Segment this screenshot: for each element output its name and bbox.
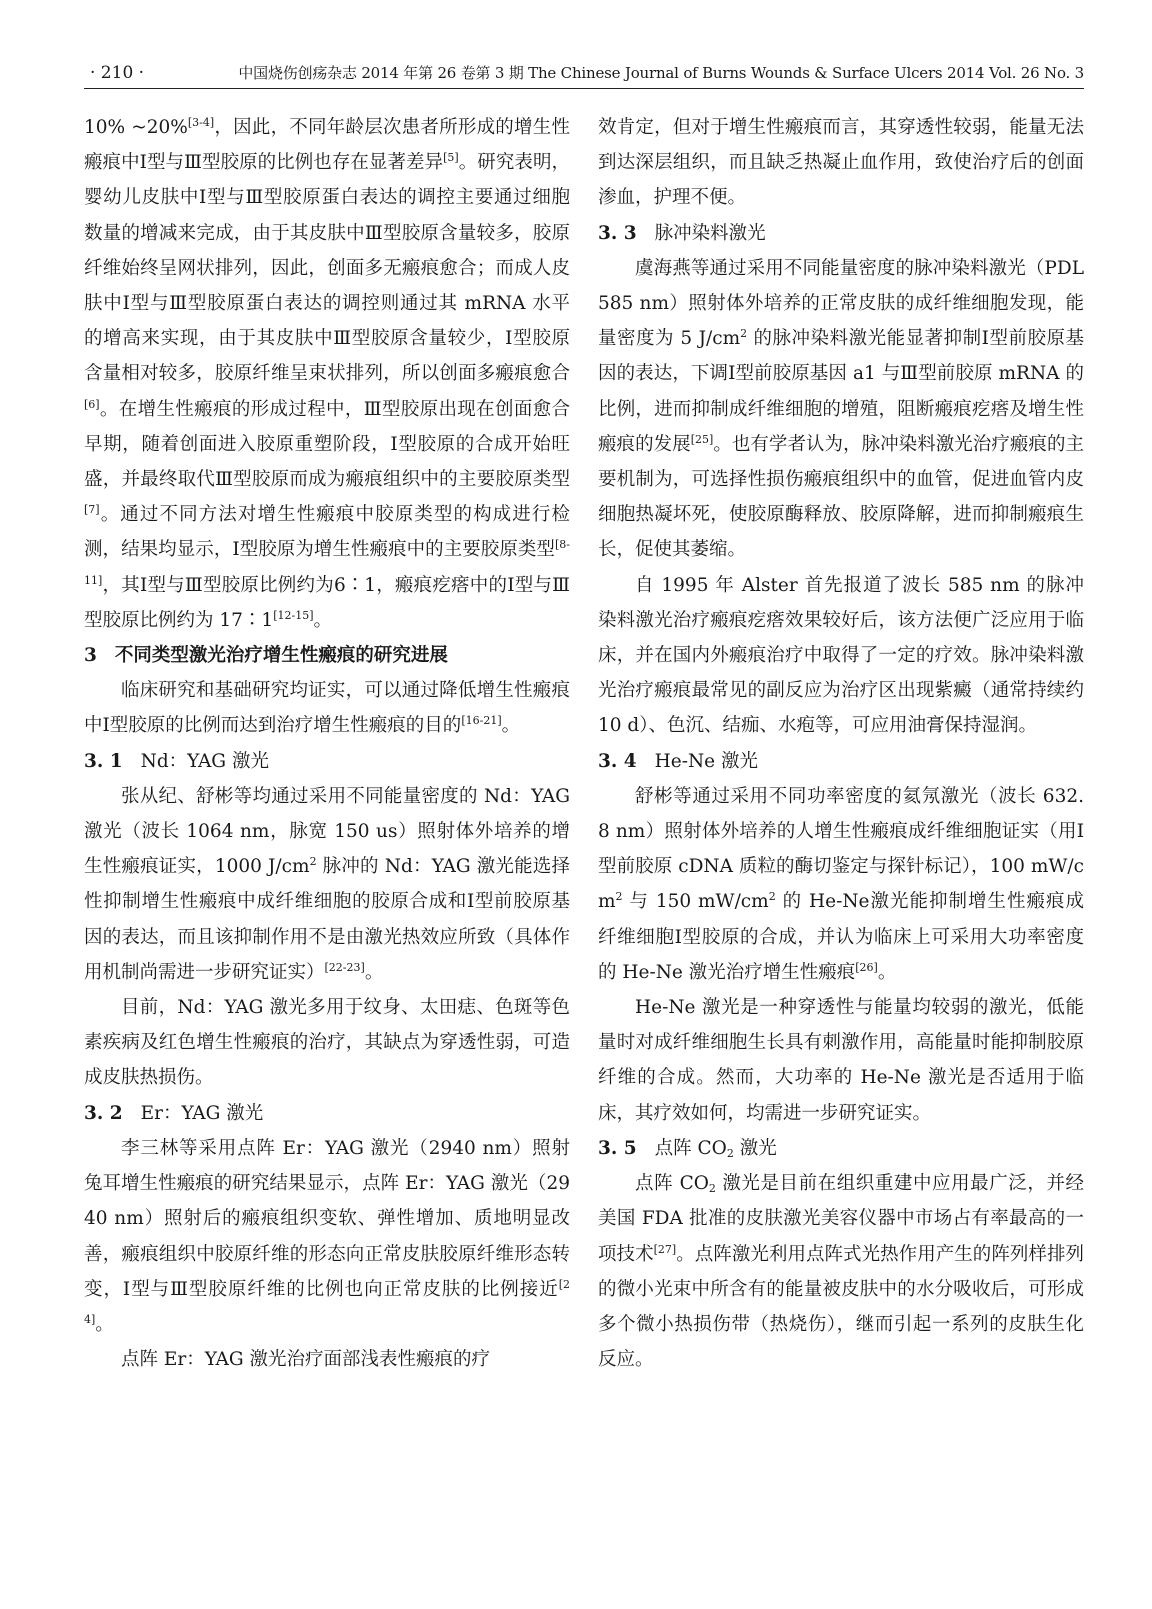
left-column (84, 110, 570, 1377)
citation[interactable]: [5] (443, 151, 459, 165)
paragraph: 李三林等采用点阵 Er：YAG 激光（2940 nm）照射兔耳增生性瘢痕的研究结果显示，点阵 Er：YAG 激光（2940 nm）照射后的瘢痕组织变软、弹性增加、质地明显改善，瘢痕组织中胶原纤维的形态向正常皮肤胶原纤维形态转变，Ⅰ型与Ⅲ型胶原纤维的比例也向正常皮肤的比例接近[24]。 (84, 1137, 570, 1335)
page-number: · 210 · (90, 63, 145, 83)
subsection-heading: 3. 3 脉冲染料激光 (598, 222, 766, 244)
paragraph: 自 1995 年 Alster 首先报道了波长 585 nm 的脉冲染料激光治疗瘢痕疙瘩效果较好后，该方法便广泛应用于临床，并在国内外瘢痕治疗中取得了一定的疗效。脉冲染料激光治疗瘢痕最常见的副反应为治疗区出现紫癜（通常持续约 10 d）、色沉、结痂、水疱等，可应用油膏保持湿润。 (598, 574, 1084, 737)
paragraph: 点阵 Er：YAG 激光治疗面部浅表性瘢痕的疗 (121, 1349, 491, 1371)
subsection-heading: 3. 2 Er：YAG 激光 (84, 1102, 264, 1124)
paragraph: 效肯定，但对于增生性瘢痕而言，其穿透性较弱，能量无法到达深层组织，而且缺乏热凝止血作用，致使治疗后的创面渗血，护理不便。 (598, 117, 1084, 209)
paragraph: 目前，Nd：YAG 激光多用于纹身、太田痣、色斑等色素疾病及红色增生性瘢痕的治疗，其缺点为穿透性弱，可造成皮肤热损伤。 (84, 997, 570, 1089)
right-column (598, 110, 1084, 1377)
citation[interactable]: [6] (84, 397, 100, 411)
citation[interactable]: [3-4] (187, 116, 215, 129)
subsection-heading: 3. 1 Nd：YAG 激光 (84, 750, 269, 772)
citation[interactable]: [25] (690, 432, 714, 446)
citation[interactable]: [26] (855, 960, 878, 974)
citation[interactable]: [12-15] (273, 608, 314, 622)
paragraph: 点阵 $CO_2$ 激光是目前在组织重建中应用最广泛，并经美国 FDA 批准的皮肤激光美容仪器中市场占有率最高的一项技术[27]。点阵激光利用点阵式光热作用产生的阵列样排列的微小光束中所含有的能量被皮肤中的水分吸收后，可形成多个微小热损伤带（热烧伤），继而引起一系列的皮肤生化反应。 (598, 1173, 1085, 1371)
citation[interactable]: [24] (84, 1277, 570, 1326)
subsection-heading: 3. 5 点阵 $CO_2$ 激光 (598, 1137, 777, 1160)
section-heading: 3 不同类型激光治疗增生性瘢痕的研究进展 (84, 645, 448, 667)
journal-title: 中国烧伤创疡杂志 2014 年第 26 卷第 3 期 The Chinese Journal of Burns Wounds & Surface Ulcers 2014 Vol. 26 No. 3 (238, 64, 1084, 82)
paragraph: 舒彬等通过采用不同功率密度的氦氖激光（波长 632. 8 nm）照射体外培养的人增生性瘢痕成纤维细胞证实（用Ⅰ型前胶原 cDNA 质粒的酶切鉴定与探针标记），100 $mW/cm^2$ 与 150 $mW/cm^2$ 的 He-Ne激光能抑制增生性瘢痕成纤维细胞Ⅰ型胶原的合成，并认为临床上可采用大功率密度的 He-Ne 激光治疗增生性瘢痕[26]。 (598, 785, 1084, 983)
citation[interactable]: [22-23] (324, 960, 365, 974)
running-header (84, 62, 1084, 89)
citation[interactable]: [7] (84, 503, 100, 517)
paragraph: 张从纪、舒彬等均通过采用不同能量密度的 Nd：YAG 激光（波长 1064 nm，脉宽 150 us）照射体外培养的增生性瘢痕证实，1000 $J/cm^2$ 脉冲的 Nd：YAG 激光能选择性抑制增生性瘢痕中成纤维细胞的胶原合成和Ⅰ型前胶原基因的表达，而且该抑制作用不是由激光热效应所致（具体作用机制尚需进一步研究证实）[22-23]。 (84, 785, 571, 983)
paragraph: 临床研究和基础研究均证实，可以通过降低增生性瘢痕中Ⅰ型胶原的比例而达到治疗增生性瘢痕的目的[16-21]。 (84, 680, 570, 737)
paragraph: 虞海燕等通过采用不同能量密度的脉冲染料激光（PDL 585 nm）照射体外培养的正常皮肤的成纤维细胞发现，能量密度为 5 $J/cm^2$ 的脉冲染料激光能显著抑制Ⅰ型前胶原基因的表达，下调Ⅰ型前胶原基因 a1 与Ⅲ型前胶原 mRNA 的比例，进而抑制成纤维细胞的增殖，阻断瘢痕疙瘩及增生性瘢痕的发展[25]。也有学者认为，脉冲染料激光治疗瘢痕的主要机制为，可选择性损伤瘢痕组织中的血管，促进血管内皮细胞热凝坏死，使胶原酶释放、胶原降解，进而抑制瘢痕生长，促使其萎缩。 (598, 257, 1084, 561)
paragraph: He-Ne 激光是一种穿透性与能量均较弱的激光，低能量时对成纤维细胞生长具有刺激作用，高能量时能抑制胶原纤维的合成。然而，大功率的 He-Ne 激光是否适用于临床，其疗效如何，均需进一步研究证实。 (598, 997, 1084, 1124)
citation[interactable]: [16-21] (461, 714, 502, 728)
citation[interactable]: [27] (653, 1242, 677, 1256)
paragraph: 10% ~20%[3-4]，因此，不同年龄层次患者所形成的增生性瘢痕中Ⅰ型与Ⅲ型胶原的比例也存在显著差异[5]。研究表明，婴幼儿皮肤中Ⅰ型与Ⅲ型胶原蛋白表达的调控主要通过细胞数量的增减来完成，由于其皮肤中Ⅲ型胶原含量较多，胶原纤维始终呈网状排列，因此，创面多无瘢痕愈合；而成人皮肤中Ⅰ型与Ⅲ型胶原蛋白表达的调控则通过其 mRNA 水平的增高来实现，由于其皮肤中Ⅲ型胶原含量较少，Ⅰ型胶原含量相对较多，胶原纤维呈束状排列，所以创面多瘢痕愈合[6]。在增生性瘢痕的形成过程中，Ⅲ型胶原出现在创面愈合早期，随着创面进入胶原重塑阶段，Ⅰ型胶原的合成开始旺盛，并最终取代Ⅲ型胶原而成为瘢痕组织中的主要胶原类型[7]。通过不同方法对增生性瘢痕中胶原类型的构成进行检测，结果均显示，Ⅰ型胶原为增生性瘢痕中的主要胶原类型[8-11]，其Ⅰ型与Ⅲ型胶原比例约为6∶1，瘢痕疙瘩中的Ⅰ型与Ⅲ型胶原比例约为 17∶1[12-15]。 (84, 116, 570, 631)
citation[interactable]: [8-11] (84, 538, 570, 587)
subsection-heading: 3. 4 He-Ne 激光 (598, 750, 758, 772)
